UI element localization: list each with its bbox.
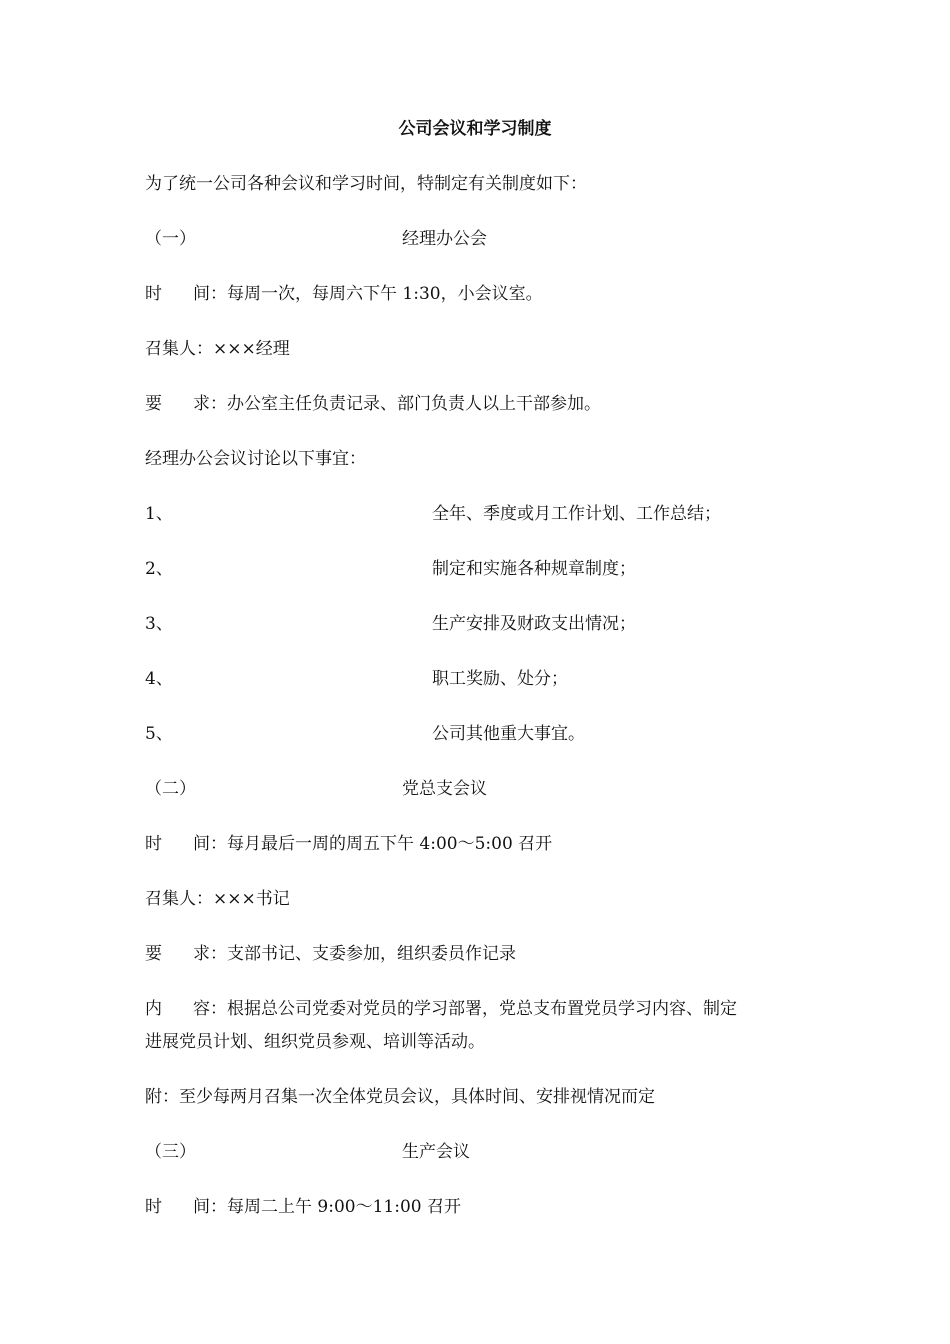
section-2-name: 党总支会议 <box>402 779 487 799</box>
section-2-number: （二） <box>145 779 196 799</box>
time-label-a: 时 <box>145 284 162 304</box>
section-2-content <box>145 997 737 1021</box>
section-2-convener: 召集人：×××书记 <box>145 889 290 909</box>
req-label-b: 求： <box>193 394 227 414</box>
time-value: 每月最后一周的周五下午 4:00～5:00 召开 <box>227 834 553 854</box>
content-value-line-1: 根据总公司党委对党员的学习部署，党总支布置党员学习内容、制定 <box>227 999 737 1019</box>
list-item-text: 全年、季度或月工作计划、工作总结； <box>432 504 721 524</box>
section-2-time <box>145 832 552 856</box>
time-label-b: 间： <box>193 834 227 854</box>
section-1-convener: 召集人：×××经理 <box>145 339 290 359</box>
list-item-number: 5、 <box>145 724 173 744</box>
list-item-number: 1、 <box>145 504 173 524</box>
time-label-b: 间： <box>193 284 227 304</box>
document-title: 公司会议和学习制度 <box>398 119 552 139</box>
list-item-number: 3、 <box>145 614 173 634</box>
list-item-text: 制定和实施各种规章制度； <box>432 559 636 579</box>
section-2-requirement <box>145 942 516 966</box>
content-label-b: 容： <box>193 999 227 1019</box>
section-2-content-continued: 进展党员计划、组织党员参观、培训等活动。 <box>145 1032 485 1052</box>
section-3-time <box>145 1195 461 1219</box>
section-1-name: 经理办公会 <box>402 229 487 249</box>
list-item-number: 4、 <box>145 669 173 689</box>
time-label-a: 时 <box>145 1197 162 1217</box>
section-3-number: （三） <box>145 1142 196 1162</box>
list-item-number: 2、 <box>145 559 173 579</box>
content-label-a: 内 <box>145 999 162 1019</box>
section-1-time <box>145 282 543 306</box>
section-2-note: 附：至少每两月召集一次全体党员会议，具体时间、安排视情况而定 <box>145 1087 655 1107</box>
intro-paragraph: 为了统一公司各种会议和学习时间，特制定有关制度如下： <box>145 174 587 194</box>
time-value: 每周一次，每周六下午 1:30，小会议室。 <box>227 284 543 304</box>
section-1-requirement <box>145 392 601 416</box>
list-item-text: 生产安排及财政支出情况； <box>432 614 636 634</box>
req-label-b: 求： <box>193 944 227 964</box>
section-1-topics-heading: 经理办公会议讨论以下事宜： <box>145 449 366 469</box>
req-label-a: 要 <box>145 394 162 414</box>
time-label-b: 间： <box>193 1197 227 1217</box>
req-label-a: 要 <box>145 944 162 964</box>
list-item-text: 职工奖励、处分； <box>432 669 568 689</box>
section-3-name: 生产会议 <box>402 1142 470 1162</box>
req-value: 办公室主任负责记录、部门负责人以上干部参加。 <box>227 394 601 414</box>
list-item-text: 公司其他重大事宜。 <box>432 724 585 744</box>
section-1-number: （一） <box>145 229 196 249</box>
time-label-a: 时 <box>145 834 162 854</box>
req-value: 支部书记、支委参加，组织委员作记录 <box>227 944 516 964</box>
time-value: 每周二上午 9:00～11:00 召开 <box>227 1197 461 1217</box>
